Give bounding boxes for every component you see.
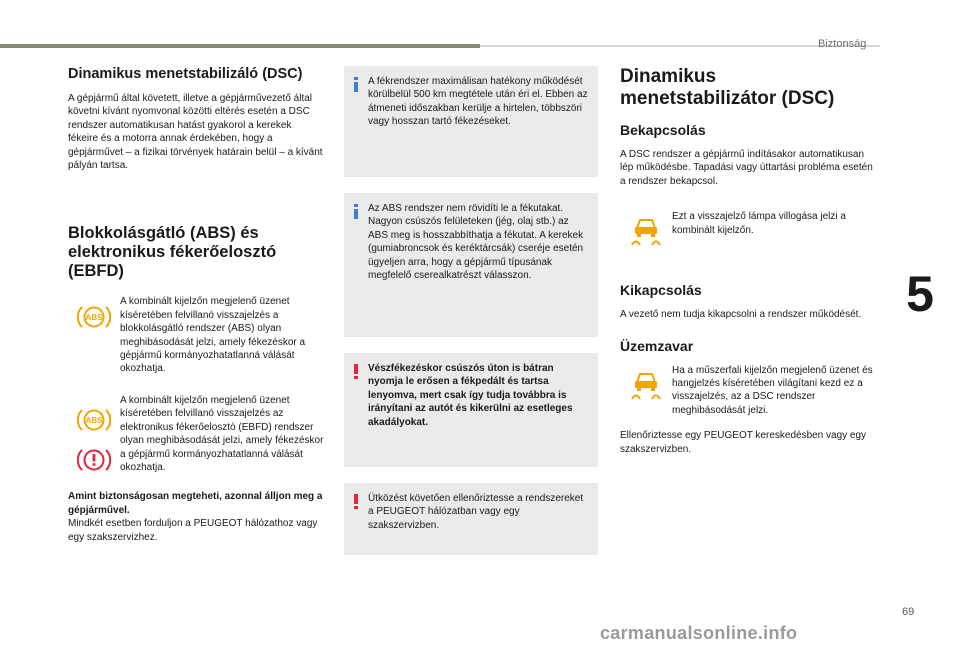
abs-warning-icon [77, 406, 111, 434]
fault-advice: Ellenőriztesse egy PEUGEOT kereskedésben vagy egy szakszervizben. [620, 430, 867, 455]
info-box [344, 66, 598, 177]
caution-icon [354, 364, 358, 379]
dsc-skid-icon [628, 368, 664, 402]
section-label: Biztonság [818, 38, 867, 50]
info-box [344, 193, 598, 337]
dsc-paragraph: A gépjármű által követett, illetve a gépjárművezető által követni kívánt nyomvonal közötti eltérés esetén a DSC rendszer automatikusan hatást gyakorol a kerekek fékeire és a motorra annak érdekében, hogy a gépjárművet – a fizikai törvények határain belül – a kívánt pályán tartsa. [68, 93, 323, 172]
caution-box-text: Vészfékezéskor csúszós úton is bátran nyomja le erősen a fékpedált és tartsa lenyomva, mert csak így tudja továbbra is irányítani az autót és kikerülni az esetleges akadályokat. [368, 363, 573, 428]
caution-box [344, 483, 598, 555]
fault-heading: Üzemzavar [620, 337, 694, 354]
stop-warning-bold: Amint biztonságosan megteheti, azonnal álljon meg a gépjárművel. [68, 491, 323, 516]
ebfd-warning-item [68, 394, 324, 474]
info-icon [354, 77, 358, 92]
header-rule [0, 44, 480, 48]
dsc-skid-icon [628, 214, 664, 248]
chapter-number: 5 [906, 266, 934, 322]
caution-box-text: Ütközést követően ellenőriztesse a rendszereket a PEUGEOT hálózatban vagy egy szakszervizben. [368, 493, 584, 531]
activation-heading: Bekapcsolás [620, 122, 706, 138]
page-number: 69 [902, 606, 915, 618]
fault-indicator-item [620, 364, 876, 418]
info-box-text: A fékrendszer maximálisan hatékony működését körülbelül 500 km megtétele után éri el. Ebben az átmeneti időszakban kerülje a hirtelen, többszöri vagy hosszan tartó fékezéseket. [368, 76, 588, 128]
info-box-text: Az ABS rendszer nem rövidíti le a fékutakat. Nagyon csúszós felületeken (jég, olaj stb.) az ABS meg is hosszabbíthatja a fékutat. A kerekek (gumiabroncsok és keréktárcsák) cseréje esetén ügyeljen arra, hogy a gépjármű típusának megfelelő cserealkatrészt válasszon. [368, 203, 584, 282]
deactivation-text: A vezető nem tudja kikapcsolni a rendszer működését. [620, 309, 862, 321]
deactivation-heading: Kikapcsolás [620, 282, 702, 299]
svg-text:ABS: ABS [85, 313, 103, 323]
activation-indicator-text: Ezt a visszajelző lámpa villogása jelzi a kombinált kijelzőn. [672, 211, 846, 236]
column-left [68, 66, 324, 544]
ebfd-warning-text: A kombinált kijelzőn megjelenő üzenet kíséretében felvillanó visszajelzés az elektronikus fékerőelosztó (EBFD) rendszer olyan meghibásodását jelzi, amely fékezéskor a gépjármű kormányozhatatlanná válását okozhatja. [120, 394, 324, 473]
watermark: carmanualsonline.info [600, 623, 798, 643]
chapter-tab[interactable] [880, 262, 960, 326]
caution-box [344, 353, 598, 467]
abs-warning-icon [77, 303, 111, 331]
abs-warning-text: A kombinált kijelzőn megjelenő üzenet kíséretében felvillanó visszajelzés a blokkolásgátló rendszer (ABS) olyan meghibásodását jelzi, amely fékezéskor a gépjármű kormányozhatatlanná válását okozhatja. [120, 296, 306, 375]
column-right [620, 66, 876, 456]
svg-text:ABS: ABS [85, 416, 103, 426]
activation-indicator-item [620, 210, 876, 248]
abs-heading: Blokkolásgátló (ABS) és elektronikus fékerőelosztó (EBFD) [68, 224, 277, 281]
column-middle [344, 66, 598, 555]
service-advice: Mindkét esetben forduljon a PEUGEOT hálózathoz vagy egy szakszervizhez. [68, 518, 318, 543]
activation-text: A DSC rendszer a gépjármű indításakor automatikusan lép működésbe. Tapadási vagy úttartási probléma esetén a rendszer bekapcsol. [620, 149, 873, 187]
brake-warning-icon [77, 446, 111, 474]
fault-indicator-text: Ha a műszerfali kijelzőn megjelenő üzenet és hangjelzés kíséretében világítani kezd ez a visszajelzés, az a DSC rendszer meghibásodását jelzi. [672, 364, 873, 416]
abs-warning-item [68, 295, 324, 375]
caution-icon [354, 494, 358, 509]
dsc-heading: Dinamikus menetstabilizáló (DSC) [68, 66, 303, 82]
info-icon [354, 204, 358, 219]
dsc-main-heading: Dinamikus menetstabilizátor (DSC) [620, 66, 835, 109]
